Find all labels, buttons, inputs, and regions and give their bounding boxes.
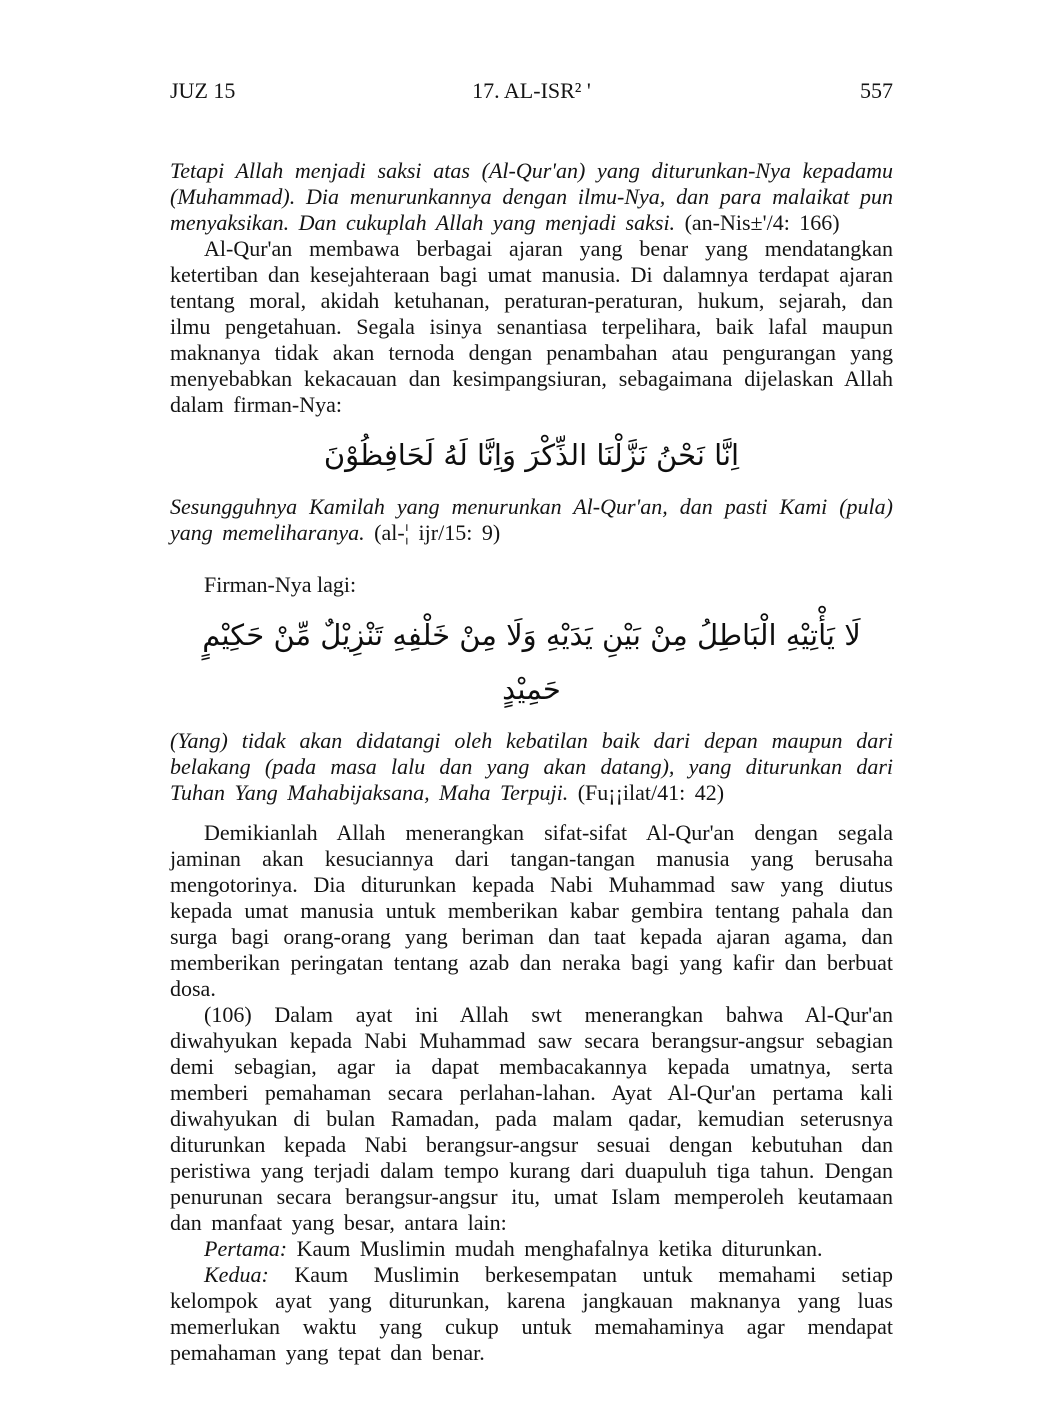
translation-quote-hijr [170, 494, 893, 546]
quote-citation: (al-¦ ijr/15: 9) [374, 520, 501, 545]
paragraph-demikianlah: Demikianlah Allah menerangkan sifat-sifat Al-Qur'an dengan segala jaminan akan kesuciannya dari tangan-tangan manusia yang berusaha mengotorinya. Dia diturunkan kepada Nabi Muhammad saw yang diutus kepada umat manusia untuk memberikan kabar gembira tentang pahala dan surga bagi orang-orang yang beriman dan taat kepada ajaran agama, dan memberikan peringatan tentang azab dan neraka bagi yang kafir dan berbuat dosa. [170, 820, 893, 1001]
juz-label: JUZ 15 [170, 78, 236, 103]
page-number: 557 [859, 78, 893, 103]
paragraph-alquran-membawa: Al-Qur'an membawa berbagai ajaran yang benar yang mendatangkan ketertiban dan kesejahteraan bagi umat manusia. Di dalamnya terdapat ajaran tentang moral, akidah ketuhanan, peraturan-peraturan, hukum, sejarah, dan ilmu pengetahuan. Segala isinya senantiasa terpelihara, baik lafal maupun maknanya tidak akan ternoda dengan penambahan atau pengurangan yang menyebabkan kekacauan dan kesimpangsiuran, sebagaimana dijelaskan Allah dalam firman-Nya: [170, 236, 893, 417]
point-kedua [170, 1262, 893, 1366]
quote-citation: (an-Nis±'/4: 166) [684, 210, 840, 235]
arabic-verse-fussilat: لَا يَأْتِيْهِ الْبَاطِلُ مِنْ بَيْنِ يَدَيْهِ وَلَا مِنْ خَلْفِهِ تَنْزِيْلٌ مِّنْ حَكِيْمٍ حَمِيْدٍ [202, 618, 861, 706]
quote-text: Sesungguhnya Kamilah yang menurunkan Al-Qur'an, dan pasti Kami (pula) yang memeliharanya. [170, 494, 893, 545]
point-text: Kaum Muslimin mudah menghafalnya ketika diturunkan. [296, 1236, 823, 1261]
quote-citation: (Fu¡¡ilat/41: 42) [577, 780, 725, 805]
point-pertama [170, 1236, 893, 1262]
quote-text: (Yang) tidak akan didatangi oleh kebatilan baik dari depan maupun dari belakang (pada masa lalu dan yang akan datang), yang diturunkan dari Tuhan Yang Mahabijaksana, Maha Terpuji. [170, 728, 893, 805]
translation-quote-nisa [170, 158, 893, 236]
page-body [170, 158, 893, 1366]
point-label: Pertama: [204, 1236, 288, 1261]
firman-nya-lagi-line: Firman-Nya lagi: [204, 572, 357, 597]
page-header [170, 78, 893, 104]
point-label: Kedua: [204, 1262, 269, 1287]
paragraph-ayat-106: (106) Dalam ayat ini Allah swt menerangkan bahwa Al-Qur'an diwahyukan kepada Nabi Muhammad saw secara berangsur-angsur sebagian demi sebagian, agar ia dapat membacakannya kepada umatnya, serta memberi pemahaman secara perlahan-lahan. Ayat Al-Qur'an pertama kali diwahyukan di bulan Ramadan, pada malam qadar, kemudian seterusnya diturunkan kepada Nabi berangsur-angsur sesuai dengan kebutuhan dan peristiwa yang terjadi dalam tempo kurang dari duapuluh tiga tahun. Dengan penurunan secara berangsur-angsur itu, umat Islam memperoleh keutamaan dan manfaat yang besar, antara lain: [170, 1002, 893, 1235]
surah-title: 17. AL-ISR² ' [472, 78, 591, 103]
quote-text: Tetapi Allah menjadi saksi atas (Al-Qur'an) yang diturunkan-Nya kepadamu (Muhammad). Dia menurunkannya dengan ilmu-Nya, dan para malaikat pun menyaksikan. Dan cukuplah Allah yang menjadi saksi. [170, 158, 893, 235]
arabic-verse-hijr: اِنَّا نَحْنُ نَزَّلْنَا الذِّكْرَ وَاِنَّا لَهُ لَحَافِظُوْنَ [323, 438, 740, 472]
point-text: Kaum Muslimin berkesempatan untuk memahami setiap kelompok ayat yang diturunkan, karena jangkauan maknanya yang luas memerlukan waktu yang cukup untuk memahaminya agar mendapat pemahaman yang tepat dan benar. [170, 1262, 894, 1365]
translation-quote-fussilat [170, 728, 893, 806]
